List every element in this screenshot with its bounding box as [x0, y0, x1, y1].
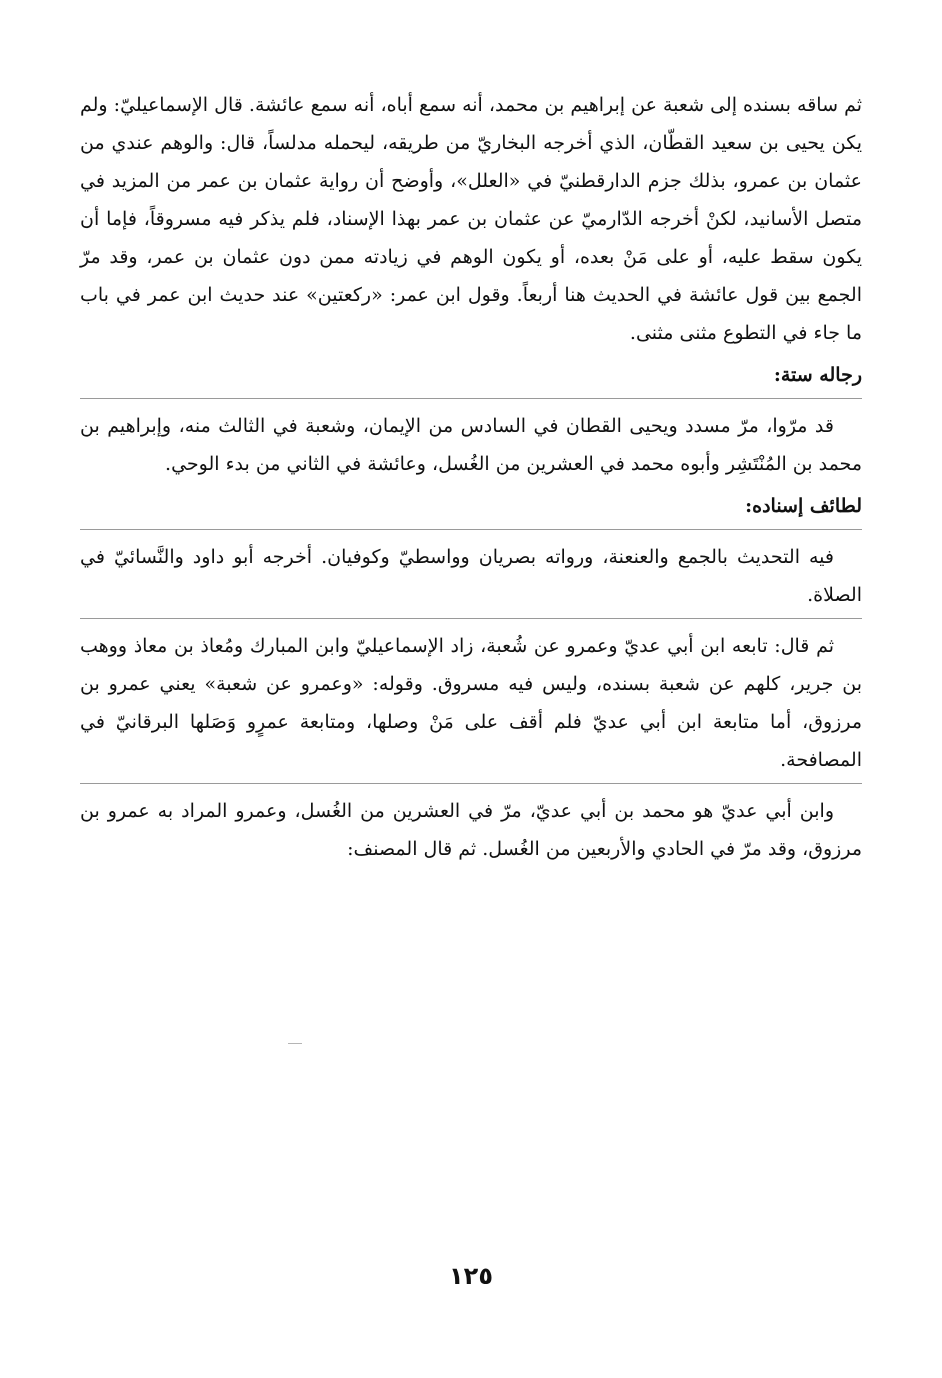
- paragraph-mutaba: ثم قال: تابعه ابن أبي عديّ وعمرو عن شُعبة، زاد الإسماعيليّ وابن المبارك ومُعاذ بن معاذ ووهب بن جرير، كلهم عن شعبة بسنده، وليس فيه مسروق. وقوله: «وعمرو عن شعبة» يعني عمرو بن مرزوق، أما متابعة ابن أبي عديّ فلم أقف على مَنْ وصلها، ومتابعة عمرٍو وَصَلها البرقانيّ في المصافحة.: [80, 635, 862, 771]
- paragraph-rijal: قد مرّوا، مرّ مسدد ويحيى القطان في السادس من الإيمان، وشعبة في الثالث منه، وإبراهيم بن محمد بن المُنْتَشِر وأبوه محمد في العشرين من الغُسل، وعائشة في الثاني من بدء الوحي.: [80, 415, 862, 475]
- page-number: ١٢٥: [449, 1262, 493, 1290]
- heading-lataif: لطائف إسناده:: [745, 495, 862, 517]
- divider: [80, 529, 862, 530]
- heading-rijal: رجاله ستة:: [773, 364, 862, 386]
- divider: [80, 618, 862, 619]
- divider: [80, 398, 862, 399]
- divider: [80, 783, 862, 784]
- scan-mark: [288, 1043, 302, 1044]
- paragraph-lataif: فيه التحديث بالجمع والعنعنة، ورواته بصريان وواسطيّ وكوفيان. أخرجه أبو داود والنَّسائيّ في الصلاة.: [80, 546, 862, 606]
- paragraph-ibn-abi-adi: وابن أبي عديّ هو محمد بن أبي عديّ، مرّ في العشرين من الغُسل، وعمرو المراد به عمرو بن مرزوق، وقد مرّ في الحادي والأربعين من الغُسل. ثم قال المصنف:: [80, 800, 862, 860]
- page-body: [80, 86, 862, 868]
- paragraph-intro: ثم ساقه بسنده إلى شعبة عن إبراهيم بن محمد، أنه سمع أباه، أنه سمع عائشة. قال الإسماعيليّ: ولم يكن يحيى بن سعيد القطّان، الذي أخرجه البخاريّ من طريقه، ليحمله مدلساً، قال: والوهم عندي من عثمان بن عمرو، بذلك جزم الدارقطنيّ في «العلل»، وأوضح أن رواية عثمان بن عمر من المزيد في متصل الأسانيد، لكنْ أخرجه الدّارميّ عن عثمان بن عمر بهذا الإسناد، فلم يذكر فيه مسروقاً، فإما أن يكون سقط عليه، أو على مَنْ بعده، أو يكون الوهم في زيادته ممن دون عثمان بن عمر، وقد مرّ الجمع بين قول عائشة في الحديث هنا أربعاً. وقول ابن عمر: «ركعتين» عند حديث ابن عمر في باب ما جاء في التطوع مثنى مثنى.: [80, 94, 862, 344]
